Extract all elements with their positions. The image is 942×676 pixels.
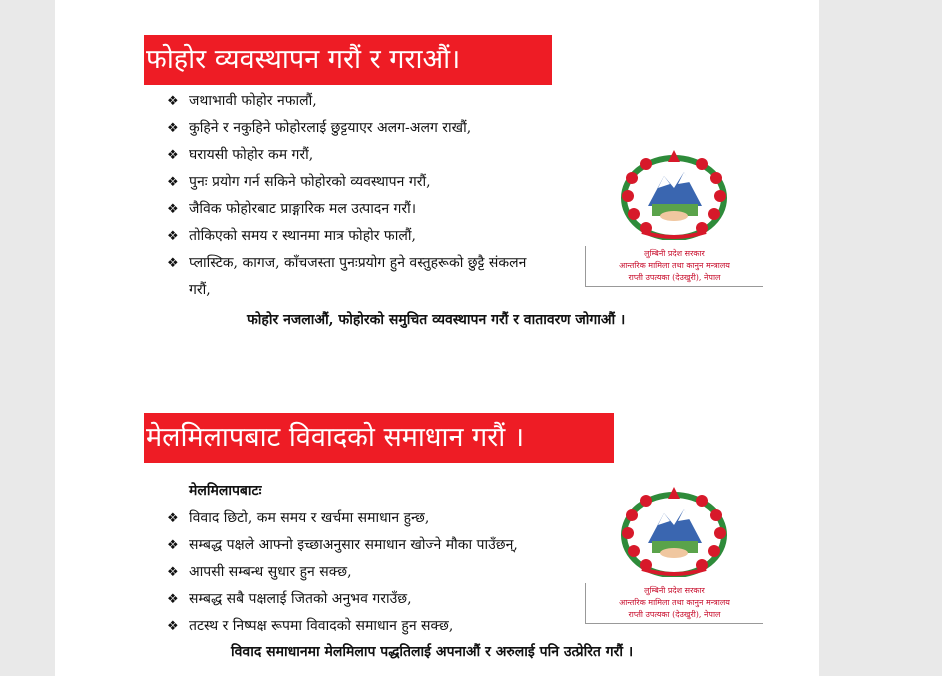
list-item: ❖ सम्बद्ध पक्षले आफ्नो इच्छाअनुसार समाधान खोज्ने मौका पाउँछन्, (167, 532, 518, 559)
list-item: ❖ प्लास्टिक, कागज, काँचजस्ता पुनःप्रयोग हुने वस्तुहरूको छुट्टै संकलन गरौं, (167, 250, 549, 304)
section1-list (167, 88, 549, 304)
ministry-emblem (585, 485, 763, 624)
section2-list (167, 505, 518, 640)
bullet-icon: ❖ (167, 511, 179, 526)
bullet-icon: ❖ (167, 565, 179, 580)
bullet-icon: ❖ (167, 121, 179, 136)
list-item: ❖ आपसी सम्बन्ध सुधार हुन सक्छ, (167, 559, 518, 586)
bullet-icon: ❖ (167, 148, 179, 163)
nepal-emblem-icon (618, 485, 730, 577)
bullet-icon: ❖ (167, 592, 179, 607)
list-item: ❖ घरायसी फोहोर कम गरौं, (167, 142, 549, 169)
bullet-icon: ❖ (167, 175, 179, 190)
bullet-icon: ❖ (167, 256, 179, 271)
list-item: ❖ तटस्थ र निष्पक्ष रूपमा विवादको समाधान हुन सक्छ, (167, 613, 518, 640)
bullet-icon: ❖ (167, 94, 179, 109)
section1-title-banner (144, 35, 552, 85)
section1-conclusion: फोहोर नजलाऔं, फोहोरको समुचित व्यवस्थापन गरौं र वातावरण जोगाऔं । (247, 312, 626, 328)
list-item: ❖ पुनः प्रयोग गर्न सकिने फोहोरको व्यवस्थापन गरौं, (167, 169, 549, 196)
section2-title-banner (144, 413, 614, 463)
bullet-icon: ❖ (167, 538, 179, 553)
section1-title: फोहोर व्यवस्थापन गरौं र गराऔं। (146, 44, 461, 75)
list-item: ❖ कुहिने र नकुहिने फोहोरलाई छुट्टयाएर अलग-अलग राखौं, (167, 115, 549, 142)
section2-conclusion: विवाद समाधानमा मेलमिलाप पद्धतिलाई अपनाऔं र अरुलाई पनि उत्प्रेरित गरौं । (231, 644, 634, 660)
list-item: ❖ सम्बद्ध सबै पक्षलाई जितको अनुभव गराउँछ, (167, 586, 518, 613)
list-item: ❖ जैविक फोहोरबाट प्राङ्गारिक मल उत्पादन गरौं। (167, 196, 549, 223)
emblem-caption: लुम्बिनी प्रदेश सरकार आन्तरिक मामिला तथा कानुन मन्त्रालय राप्ती उपत्यका (देउखुरी), नेपाल (585, 583, 763, 624)
list-item: ❖ तोकिएको समय र स्थानमा मात्र फोहोर फालौं, (167, 223, 549, 250)
list-item: ❖ जथाभावी फोहोर नफालौं, (167, 88, 549, 115)
emblem-caption: लुम्बिनी प्रदेश सरकार आन्तरिक मामिला तथा कानुन मन्त्रालय राप्ती उपत्यका (देउखुरी), नेपाल (585, 246, 763, 287)
nepal-emblem-icon (618, 148, 730, 240)
bullet-icon: ❖ (167, 619, 179, 634)
ministry-emblem (585, 148, 763, 287)
bullet-icon: ❖ (167, 229, 179, 244)
section2-subheading: मेलमिलापबाटः (189, 483, 262, 499)
list-item: ❖ विवाद छिटो, कम समय र खर्चमा समाधान हुन्छ, (167, 505, 518, 532)
bullet-icon: ❖ (167, 202, 179, 217)
section2-title: मेलमिलापबाट विवादको समाधान गरौं । (146, 422, 525, 453)
document-page (55, 0, 819, 676)
